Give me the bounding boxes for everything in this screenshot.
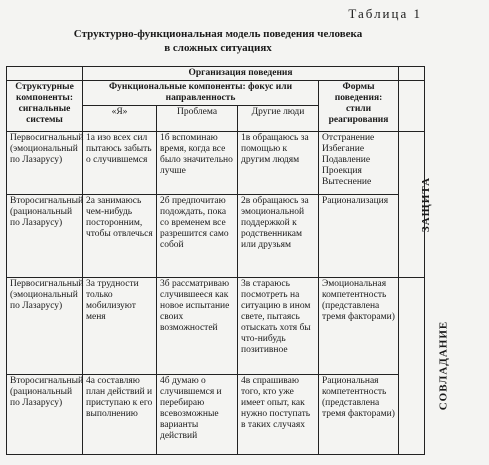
cell-forms: Эмоциональная компетентность (представлена тремя факторами)	[319, 278, 399, 375]
table-row	[7, 195, 425, 278]
cell-problem: 3б рассматриваю случившееся как новое испытание своих возможностей	[157, 278, 238, 375]
header-func: Функциональные компоненты: фокус или направленность	[83, 81, 319, 106]
header-forms: Формы поведения: стили реагирования	[319, 81, 399, 132]
header-problem: Проблема	[157, 106, 238, 132]
behavior-model-table	[6, 66, 450, 455]
cell-problem: 4б думаю о случившемся и перебираю всевозможные варианты действий	[157, 375, 238, 455]
cell-forms: Отстранение Избегание Подавление Проекция Вытеснение	[319, 132, 399, 195]
cell-others: 2в обращаюсь за эмоциональной поддержкой к родственникам или друзьям	[238, 195, 319, 278]
table-row	[7, 375, 425, 455]
side-label-coping	[399, 278, 450, 455]
cell-ya: 1а изо всех сил пытаюсь забыть о случившемся	[83, 132, 157, 195]
header-ya: «Я»	[83, 106, 157, 132]
title-line-2: в сложных ситуациях	[164, 42, 272, 54]
cell-forms: Рациональная компетентность (представлена тремя факторами)	[319, 375, 399, 455]
table-number: Таблица 1	[348, 6, 422, 21]
header-row-org	[7, 67, 425, 81]
cell-others: 1в обращаюсь за помощью к другим людям	[238, 132, 319, 195]
cell-others: 3в стараюсь посмотреть на ситуацию в ином свете, пытаясь отыскать хотя бы что-нибудь позитивное	[238, 278, 319, 375]
cell-ya: 2а занимаюсь чем-нибудь посторонним, чтобы отвлечься	[83, 195, 157, 278]
table-row	[7, 278, 425, 375]
cell-problem: 1б вспоминаю время, когда все было значительно лучше	[157, 132, 238, 195]
cell-struct: Второсигнальный (рациональный по Лазарусу)	[7, 195, 83, 278]
cell-ya: 3а трудности только мобилизуют меня	[83, 278, 157, 375]
header-others: Другие люди	[238, 106, 319, 132]
cell-struct: Первосигнальный (эмоциональный по Лазарусу)	[7, 278, 83, 375]
cell-struct: Первосигнальный (эмоциональный по Лазарусу)	[7, 132, 83, 195]
cell-forms: Рационализация	[319, 195, 399, 278]
cell-struct: Второсигнальный (рациональный по Лазарусу)	[7, 375, 83, 455]
cell-ya: 4а составляю план действий и приступаю к его выполнению	[83, 375, 157, 455]
table-title	[0, 27, 436, 55]
header-row-main	[7, 81, 425, 106]
cell-others: 4в спрашиваю того, кто уже имеет опыт, как нужно поступать в таких случаях	[238, 375, 319, 455]
header-org: Организация поведения	[83, 67, 399, 81]
header-struct: Структурные компоненты: сигнальные системы	[7, 81, 83, 132]
table-row	[7, 132, 425, 195]
side-text-protection: ЗАЩИТА	[420, 176, 433, 232]
side-text-coping: СОВЛАДАНИЕ	[437, 320, 450, 411]
cell-problem: 2б предпочитаю подождать, пока со временем все разрешится само собой	[157, 195, 238, 278]
side-label-protection	[399, 132, 433, 278]
title-line-1: Структурно-функциональная модель поведения человека	[73, 28, 363, 40]
